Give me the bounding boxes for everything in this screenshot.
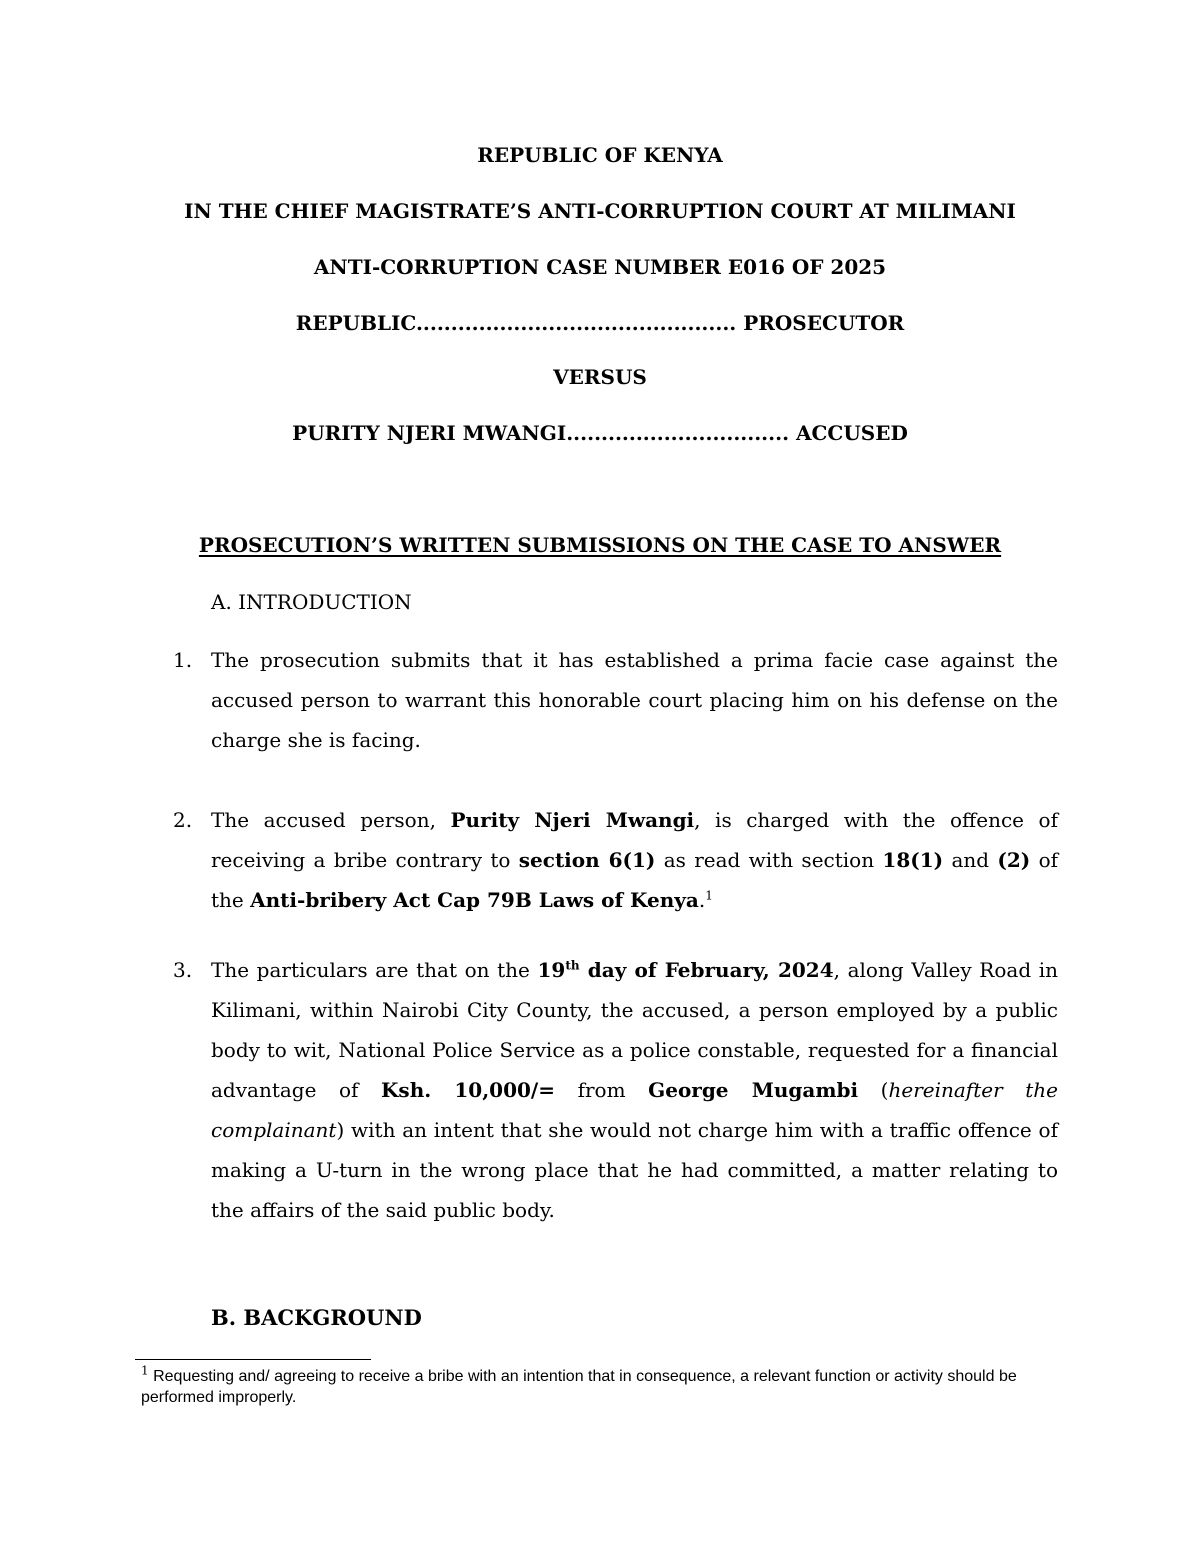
heading-accused-line: PURITY NJERI MWANGI................................ ACCUSED — [292, 421, 908, 445]
paragraph-1 — [173, 640, 1058, 760]
date-day: 19 — [537, 958, 566, 982]
paragraph-text — [211, 800, 1058, 920]
paragraph-2 — [173, 800, 1058, 920]
text-run: and — [943, 848, 998, 872]
heading-prosecutor-line: REPUBLIC.............................................. PROSECUTOR — [295, 311, 905, 335]
paragraph-number: 1. — [173, 648, 193, 672]
paragraph-number: 2. — [173, 808, 193, 832]
paragraph-3 — [173, 950, 1058, 1230]
amount: Ksh. 10,000/= — [381, 1078, 555, 1102]
text-run: from — [555, 1078, 649, 1102]
footnote — [141, 1363, 1041, 1408]
heading-court-name: IN THE CHIEF MAGISTRATE’S ANTI-CORRUPTION COURT AT MILIMANI — [184, 199, 1016, 223]
text-run: . — [698, 888, 706, 912]
document-title: PROSECUTION’S WRITTEN SUBMISSIONS ON THE CASE TO ANSWER — [198, 533, 1002, 557]
section-reference: (2) — [997, 848, 1031, 872]
accused-name: Purity Njeri Mwangi — [450, 808, 695, 832]
text-run: , along Valley Road in Kilimani, within Nairobi City County, the accused, a person employed by a public body to wit, National Police Service as a police constable, requested for a financial advantage of — [211, 958, 1058, 1102]
footnote-mark: 1 — [141, 1363, 149, 1378]
heading-versus: VERSUS — [553, 365, 647, 389]
complainant-name: George Mugambi — [648, 1078, 859, 1102]
italic-phrase: hereinafter the complainant — [211, 1078, 1058, 1142]
section-heading-background: B. BACKGROUND — [211, 1305, 422, 1330]
paragraph-text: The prosecution submits that it has established a prima facie case against the accused person to warrant this honorable court placing him on his defense on the charge she is facing. — [211, 648, 1058, 752]
ordinal-suffix: th — [565, 958, 580, 973]
footnote-text: Requesting and/ agreeing to receive a bribe with an intention that in consequence, a relevant function or activity should be performed improperly. — [141, 1368, 1017, 1406]
text-run: The accused person, — [211, 808, 451, 832]
paragraph-text — [211, 950, 1058, 1230]
date-month-year: day of February, 2024 — [579, 958, 834, 982]
section-reference: 18(1) — [882, 848, 944, 872]
footnote-separator — [135, 1359, 371, 1360]
paragraph-number: 3. — [173, 958, 193, 982]
heading-republic-of-kenya: REPUBLIC OF KENYA — [477, 143, 723, 167]
text-run: , is charged with the offence of receiving a bribe contrary to — [211, 808, 1058, 872]
act-name: Anti-bribery Act Cap 79B Laws of Kenya — [250, 888, 699, 912]
heading-case-number: ANTI-CORRUPTION CASE NUMBER E016 OF 2025 — [313, 255, 887, 279]
text-run: of the — [211, 848, 1059, 912]
text-run: ( — [858, 1078, 889, 1102]
text-run: as read with section — [655, 848, 883, 872]
section-heading-introduction: A. INTRODUCTION — [211, 590, 412, 614]
text-run: ) with an intent that she would not charge him with a traffic offence of making a U-turn in the wrong place that he had committed, a matter relating to the affairs of the said public body. — [211, 1118, 1058, 1222]
footnote-reference: 1 — [705, 888, 713, 903]
text-run: The particulars are that on the — [211, 958, 538, 982]
section-reference: section 6(1) — [518, 848, 656, 872]
